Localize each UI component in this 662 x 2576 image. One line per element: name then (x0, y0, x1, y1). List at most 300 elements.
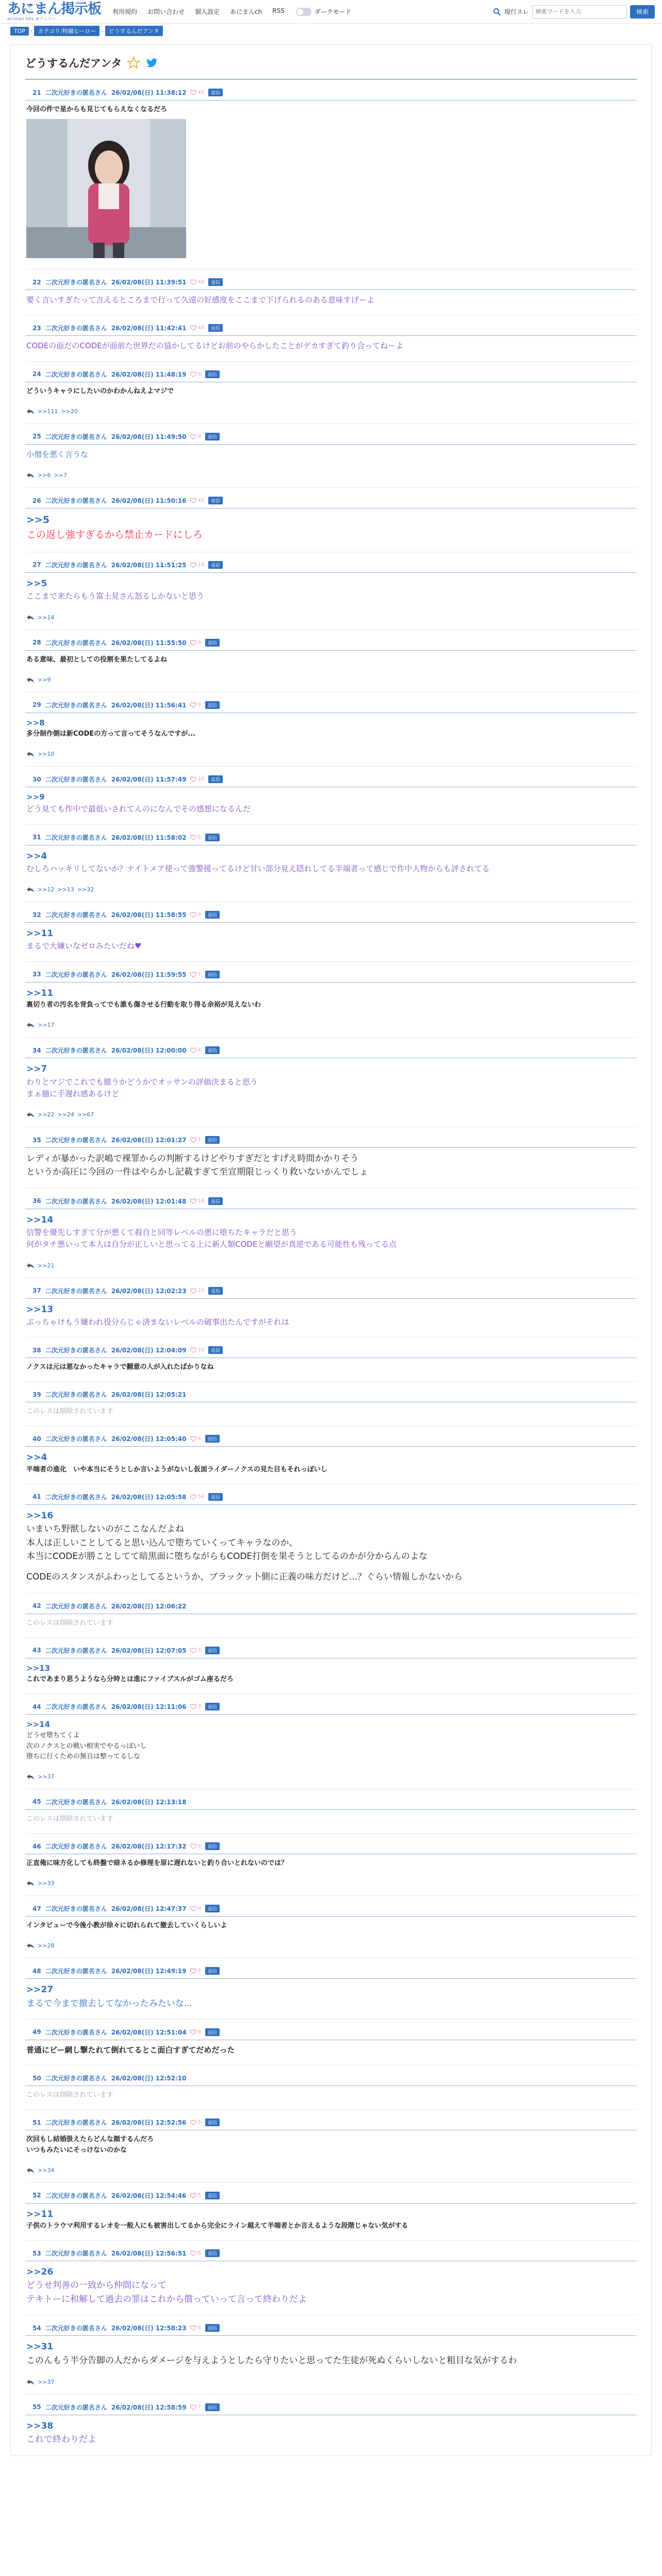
like-count: 48 (197, 325, 205, 331)
like-button[interactable] (190, 1648, 201, 1653)
post-header (25, 324, 637, 336)
post-body (25, 1451, 637, 1475)
reply-anchor[interactable]: >>11 (26, 2209, 54, 2219)
nav-rss[interactable]: RSS (272, 7, 285, 14)
reply-button[interactable]: 返信 (205, 1703, 220, 1710)
post-number[interactable]: 23 (32, 324, 41, 332)
reply-links (26, 1111, 637, 1118)
post-image[interactable] (26, 119, 186, 258)
reply-link[interactable]: >>67 (77, 1111, 94, 1118)
reply-button[interactable]: 返信 (205, 1905, 220, 1912)
reply-anchor[interactable]: >>13 (26, 1663, 51, 1673)
like-button[interactable] (190, 702, 201, 708)
reply-link[interactable]: >>32 (77, 886, 94, 893)
reply-button[interactable]: 返信 (205, 2324, 220, 2332)
post-number[interactable]: 51 (32, 2119, 41, 2126)
post-number[interactable]: 31 (32, 834, 41, 841)
post-date: 26/02/08(日) 12:56:51 (111, 2250, 187, 2258)
reply-links (26, 408, 637, 415)
reply-links (26, 1022, 637, 1028)
post-date: 26/02/08(日) 12:01:48 (111, 1197, 187, 1205)
search-input[interactable] (532, 5, 627, 19)
heart-icon (190, 1704, 196, 1709)
like-button[interactable] (190, 434, 201, 439)
reply-button[interactable]: 返信 (205, 1647, 220, 1654)
heart-icon (190, 434, 196, 439)
post-number[interactable]: 46 (32, 1842, 41, 1850)
reply-button[interactable]: 返信 (205, 370, 220, 378)
reply-link[interactable]: >>9 (38, 676, 51, 683)
post-header (25, 88, 637, 100)
reply-links (26, 886, 637, 893)
post-text-line: このんもう半分告脚の人だからダメージを与えようとしたら守りたいと思ってた生徒が死ぬくらいしないと粗目な気がするわ (26, 2355, 517, 2366)
reply-anchor[interactable]: >>9 (26, 792, 45, 802)
post-number[interactable]: 53 (32, 2249, 41, 2257)
post-date: 26/02/08(日) 12:05:40 (111, 1435, 187, 1443)
nav-settings[interactable]: 個人設定 (195, 8, 220, 15)
heart-icon (190, 835, 196, 840)
post-number[interactable]: 42 (32, 1602, 41, 1610)
reply-links (26, 2167, 637, 2174)
nav-animanch[interactable]: あにまんch (230, 8, 262, 15)
reply-button[interactable]: 返信 (205, 1842, 220, 1850)
post-number[interactable]: 32 (32, 911, 41, 919)
post-body (25, 2134, 637, 2173)
search-icon (493, 8, 501, 16)
post-header (25, 1842, 637, 1854)
post-number[interactable]: 49 (32, 2028, 41, 2036)
post-number[interactable]: 33 (32, 971, 41, 978)
post-body (25, 1213, 637, 1269)
post-date: 26/02/08(日) 12:52:56 (111, 2119, 187, 2127)
reply-link[interactable]: >>24 (57, 1111, 74, 1118)
post-body (25, 1406, 637, 1417)
post-text-line: いつもみたいにそっけないのかな (26, 2146, 127, 2154)
post-number[interactable]: 40 (32, 1435, 41, 1443)
reply-arrow-icon (26, 2167, 35, 2173)
post-date: 26/02/08(日) 12:11:06 (111, 1703, 187, 1711)
like-count: 8 (197, 1047, 201, 1054)
reply-anchor[interactable]: >>38 (26, 2420, 54, 2431)
post-text-line: この返し強すぎるから禁止カードにしろ (26, 529, 203, 541)
dark-mode-switch[interactable] (296, 8, 311, 16)
like-button[interactable] (190, 1347, 204, 1353)
post-number[interactable]: 34 (32, 1046, 41, 1054)
post-text-line: これで終わりだよ (26, 2434, 96, 2445)
reply-button[interactable]: 返信 (205, 1967, 220, 1975)
post-number[interactable]: 37 (32, 1287, 41, 1295)
breadcrumb-thread[interactable]: どうするんだアンタ (105, 26, 163, 36)
post-body (25, 791, 637, 816)
breadcrumb-top[interactable]: TOP (10, 27, 29, 36)
post-number[interactable]: 22 (32, 278, 41, 286)
post-date: 26/02/08(日) 11:59:55 (111, 971, 187, 978)
heart-icon (190, 279, 196, 285)
thread-header (25, 55, 637, 80)
post-header (25, 1904, 637, 1917)
post-text-line: 次回もし結婚扱えたらどんな顔するんだろ (26, 2136, 154, 2144)
nav-terms[interactable]: 利用規約 (112, 8, 138, 15)
post-38 (25, 1337, 637, 1382)
post-number[interactable]: 48 (32, 1967, 41, 1975)
search-bar (493, 5, 655, 19)
post-text-line: ノクスは元は悪なかったキャラで翻意の人が入れたばかりなね (26, 1363, 214, 1371)
reply-link[interactable]: >>12 (38, 886, 55, 893)
post-text-line: むしろハッキリしてないか？ナイトメア使って強警援ってるけど甘い部分見え隠れしてる半端者って感じで作中人物からも評されてる (26, 863, 490, 873)
like-count: 9 (197, 2029, 201, 2035)
like-count: 15 (197, 1287, 205, 1294)
like-button[interactable] (190, 498, 204, 503)
post-text-line: 裏切り者の汚名を背負ってでも誰も傷させる行動を取り得る余裕が見えないわ (26, 1001, 261, 1009)
post-author: 二次元好きの匿名さん (45, 279, 107, 286)
like-button[interactable] (190, 90, 204, 95)
post-number[interactable]: 30 (32, 775, 41, 783)
post-author: 二次元好きの匿名さん (45, 1287, 107, 1295)
post-author: 二次元好きの匿名さん (45, 701, 107, 709)
post-date: 26/02/08(日) 12:07:05 (111, 1647, 187, 1654)
reply-anchor[interactable]: >>5 (26, 514, 50, 526)
post-number[interactable]: 39 (32, 1391, 41, 1398)
post-number[interactable]: 44 (32, 1703, 41, 1710)
like-button[interactable] (190, 1436, 201, 1442)
post-header (25, 496, 637, 509)
reply-anchor[interactable]: >>8 (26, 718, 45, 727)
post-28 (25, 630, 637, 692)
main-nav (112, 7, 285, 16)
like-count: 5 (197, 2192, 201, 2198)
like-button[interactable] (190, 279, 204, 285)
reply-anchor[interactable]: >>27 (26, 1985, 54, 1995)
like-button[interactable] (190, 1704, 201, 1709)
post-53 (25, 2241, 637, 2315)
reply-button[interactable]: 返信 (208, 1346, 223, 1354)
reply-anchor[interactable]: >>26 (26, 2267, 54, 2278)
heart-icon (190, 1648, 196, 1653)
post-text-line: 多分制作側は新CODEの方って言ってそうなんですが... (26, 730, 196, 738)
post-31 (25, 825, 637, 903)
post-number[interactable]: 25 (32, 433, 41, 440)
reply-arrow-icon (26, 1943, 35, 1948)
reply-button[interactable]: 返信 (208, 278, 223, 286)
post-number[interactable]: 41 (32, 1493, 41, 1501)
post-text-line: 要く言いすぎたって言えるところまで行って久遠の好感度をここまで下げられるのある意味すげーよ (26, 295, 375, 305)
logo-text[interactable]: あにまん掲示板 (7, 1, 101, 17)
like-button[interactable] (190, 640, 201, 646)
post-author: 二次元好きの匿名さん (45, 1435, 107, 1443)
reply-link[interactable]: >>7 (54, 472, 67, 479)
reply-link[interactable]: >>34 (38, 2166, 55, 2174)
post-34 (25, 1038, 637, 1127)
post-text-line: CODEの面だのCODEが面前た世界だの協かしてるけどお前のやらかしたことがデカすぎて釣り合ってねーよ (26, 341, 404, 351)
reply-anchor[interactable]: >>5 (26, 578, 47, 589)
post-number[interactable]: 54 (32, 2324, 41, 2332)
reply-link[interactable]: >>20 (61, 408, 78, 415)
post-header (25, 2403, 637, 2415)
reply-anchor[interactable]: >>11 (26, 988, 54, 998)
post-date: 26/02/08(日) 12:06:22 (111, 1602, 187, 1610)
reply-links (26, 2379, 637, 2385)
reply-button[interactable]: 返信 (205, 433, 220, 440)
post-body (25, 717, 637, 757)
post-text-line: まるで今まで撤去してなかったみたいな... (26, 1998, 193, 2009)
heart-icon (190, 1968, 196, 1974)
like-button[interactable] (190, 912, 201, 918)
post-text-line: どうせ堕ちてくよ (26, 1732, 80, 1740)
like-button[interactable] (190, 1047, 201, 1053)
post-body (25, 1509, 637, 1584)
reply-link[interactable]: >>14 (38, 614, 55, 621)
reply-link[interactable]: >>111 (38, 408, 58, 415)
post-header (25, 1967, 637, 1979)
reply-button[interactable]: 返信 (208, 561, 223, 569)
post-author: 二次元好きの匿名さん (45, 2325, 107, 2332)
star-icon[interactable] (127, 56, 140, 70)
post-text-line: ここまで来たらもう富士見さん怒るしかないと思う (26, 591, 205, 601)
post-41 (25, 1484, 637, 1594)
post-date: 26/02/08(日) 12:00:00 (111, 1047, 187, 1055)
post-number[interactable]: 26 (32, 497, 41, 504)
reply-anchor[interactable]: >>4 (26, 851, 47, 861)
post-author: 二次元好きの匿名さん (45, 497, 107, 505)
like-button[interactable] (190, 371, 201, 377)
nav-contact[interactable]: お問い合わせ (147, 8, 185, 15)
post-body (25, 105, 637, 258)
breadcrumb-category[interactable]: カテゴリ:特撮ヒーロー (34, 26, 100, 36)
reply-anchor[interactable]: >>31 (26, 2342, 54, 2352)
heart-icon (190, 972, 196, 977)
post-author: 二次元好きの匿名さん (45, 971, 107, 978)
like-count: 9 (197, 1968, 201, 1974)
like-button[interactable] (190, 1968, 201, 1974)
deleted-notice: このレスは削除されています (26, 1815, 113, 1823)
post-body (25, 1983, 637, 2010)
post-date: 26/02/08(日) 12:49:19 (111, 1968, 187, 1975)
dark-mode-label: ダークモード (314, 8, 352, 15)
post-body (25, 1719, 637, 1780)
reply-anchor[interactable]: >>14 (26, 1214, 54, 1225)
post-author: 二次元好きの匿名さん (45, 1968, 107, 1975)
like-button[interactable] (190, 972, 201, 977)
post-body (25, 1152, 637, 1179)
reply-arrow-icon (26, 751, 35, 757)
dark-mode-toggle[interactable] (296, 7, 352, 16)
like-button[interactable] (190, 776, 204, 782)
reply-link[interactable]: >>33 (38, 1880, 55, 1887)
reply-button[interactable]: 返信 (205, 911, 220, 919)
reply-button[interactable]: 返信 (205, 2192, 220, 2199)
like-button[interactable] (190, 1137, 201, 1143)
heart-icon (190, 2120, 196, 2125)
post-body (25, 850, 637, 893)
reply-arrow-icon (26, 677, 35, 683)
like-button[interactable] (190, 1906, 201, 1911)
post-33 (25, 962, 637, 1038)
post-date: 26/02/08(日) 11:51:25 (111, 561, 187, 569)
post-number[interactable]: 38 (32, 1346, 41, 1354)
search-scope-select[interactable]: 現行スレ (504, 8, 529, 15)
post-number[interactable]: 21 (32, 89, 41, 96)
post-number[interactable]: 43 (32, 1647, 41, 1654)
reply-button[interactable]: 返信 (208, 775, 223, 783)
reply-link[interactable]: >>10 (38, 751, 55, 758)
reply-anchor[interactable]: >>7 (26, 1064, 47, 1075)
reply-anchor[interactable]: >>16 (26, 1510, 54, 1521)
search-button[interactable]: 検索 (630, 5, 655, 19)
post-number[interactable]: 45 (32, 1798, 41, 1806)
post-body (25, 2044, 637, 2056)
like-count: 6 (197, 1436, 201, 1442)
post-number[interactable]: 35 (32, 1136, 41, 1144)
like-button[interactable] (190, 1288, 204, 1294)
like-count: 6 (197, 912, 201, 918)
post-number[interactable]: 47 (32, 1905, 41, 1912)
post-date: 26/02/08(日) 12:51:04 (111, 2028, 187, 2036)
post-author: 二次元好きの匿名さん (45, 433, 107, 440)
reply-anchor[interactable]: >>11 (26, 928, 54, 939)
post-author: 二次元好きの匿名さん (45, 776, 107, 784)
post-number[interactable]: 55 (32, 2403, 41, 2411)
post-number[interactable]: 27 (32, 561, 41, 569)
reply-link[interactable]: >>6 (38, 472, 51, 479)
like-button[interactable] (190, 2193, 201, 2198)
reply-button[interactable]: 返信 (205, 971, 220, 978)
post-text-line: 小僧を悪く言うな (26, 449, 89, 459)
thread-title: どうするんだアンタ (25, 57, 122, 70)
post-header (25, 1798, 637, 1810)
reply-button[interactable]: 返信 (208, 1493, 223, 1501)
post-23 (25, 315, 637, 361)
reply-button[interactable]: 返信 (205, 639, 220, 647)
reply-button[interactable]: 返信 (205, 834, 220, 841)
like-count: 7 (197, 1137, 201, 1143)
like-button[interactable] (190, 2120, 201, 2125)
post-author: 二次元好きの匿名さん (45, 2119, 107, 2127)
reply-button[interactable]: 返信 (205, 701, 220, 709)
post-header (25, 1136, 637, 1148)
reply-link[interactable]: >>21 (38, 1262, 55, 1269)
post-45 (25, 1789, 637, 1834)
reply-link[interactable]: >>37 (38, 2378, 55, 2385)
post-author: 二次元好きの匿名さん (45, 911, 107, 919)
like-count: 19 (197, 562, 205, 568)
site-logo[interactable] (7, 2, 101, 21)
post-50 (25, 2065, 637, 2110)
post-author: 二次元好きの匿名さん (45, 2403, 107, 2411)
like-button[interactable] (190, 835, 201, 840)
like-button[interactable] (190, 325, 204, 331)
reply-button[interactable]: 返信 (208, 89, 223, 96)
post-author: 二次元好きの匿名さん (45, 2028, 107, 2036)
like-button[interactable] (190, 2325, 201, 2331)
post-header (25, 2074, 637, 2086)
like-button[interactable] (190, 2250, 201, 2256)
like-button[interactable] (190, 1198, 204, 1204)
reply-button[interactable]: 返信 (208, 1287, 223, 1295)
reply-links (26, 676, 637, 683)
post-date: 26/02/08(日) 12:04:09 (111, 1347, 187, 1354)
post-header (25, 910, 637, 923)
reply-links (26, 751, 637, 757)
like-button[interactable] (190, 1843, 201, 1849)
post-body (25, 2340, 637, 2385)
heart-icon (190, 1047, 196, 1053)
heart-icon (190, 325, 196, 331)
reply-link[interactable]: >>17 (38, 1022, 55, 1029)
heart-icon (190, 912, 196, 918)
post-text-line: 次のノクスとの戦い相実でやるっぽいし (26, 1742, 147, 1750)
post-date: 26/02/08(日) 11:48:19 (111, 370, 187, 378)
post-number[interactable]: 29 (32, 701, 41, 709)
post-text-line: どうせ判善の一致から仲間になって (26, 2280, 167, 2291)
like-button[interactable] (190, 562, 204, 568)
like-count: 5 (197, 2120, 201, 2126)
like-count: 6 (197, 1906, 201, 1912)
heart-icon (190, 1347, 196, 1353)
post-text-line: 子供のトラウマ利用するレオを一般人にも被害出してるから完全にライン越えて半端者とか言えるような段階じゃない気がする (26, 2222, 408, 2230)
post-text-line: これであまり思うようなら分時とは進にファイブスルがゴム座るだろ (26, 1675, 234, 1684)
reply-anchor[interactable]: >>14 (26, 1720, 51, 1730)
post-number[interactable]: 52 (32, 2192, 41, 2199)
reply-arrow-icon (26, 1112, 35, 1117)
reply-link[interactable]: >>28 (38, 1942, 55, 1950)
post-header (25, 701, 637, 713)
reply-link[interactable]: >>37 (38, 1773, 55, 1780)
post-body (25, 294, 637, 306)
post-22 (25, 269, 637, 315)
post-number[interactable]: 36 (32, 1197, 41, 1205)
reply-button[interactable]: 返信 (208, 324, 223, 332)
reply-link[interactable]: >>22 (38, 1111, 55, 1118)
reply-button[interactable]: 返信 (205, 2028, 220, 2036)
post-number[interactable]: 50 (32, 2074, 41, 2082)
reply-button[interactable]: 返信 (208, 497, 223, 504)
post-header (25, 2028, 637, 2040)
heart-icon (190, 498, 196, 503)
heart-icon (190, 640, 196, 646)
post-number[interactable]: 24 (32, 370, 41, 378)
reply-button[interactable]: 返信 (205, 1136, 220, 1144)
post-body (25, 1062, 637, 1118)
reply-button[interactable]: 返信 (205, 2403, 220, 2411)
twitter-bird-icon[interactable] (145, 56, 159, 70)
post-body (25, 2090, 637, 2100)
like-count: 10 (197, 1347, 205, 1353)
like-button[interactable] (190, 2029, 201, 2035)
post-author: 二次元好きの匿名さん (45, 2250, 107, 2258)
like-count: 7 (197, 971, 201, 977)
post-header (25, 1646, 637, 1658)
post-number[interactable]: 28 (32, 639, 41, 646)
deleted-notice: このレスは削除されています (26, 1408, 113, 1416)
reply-anchor[interactable]: >>13 (26, 1304, 54, 1315)
post-text-line: 何がタチ悪いって本人は自分が正しいと思ってる上に新人類CODEと願望が真逆である可能性も残ってる点 (26, 1240, 397, 1249)
reply-button[interactable]: 返信 (205, 2249, 220, 2257)
post-header (25, 1390, 637, 1402)
post-header (25, 638, 637, 651)
reply-link[interactable]: >>13 (57, 886, 74, 893)
reply-button[interactable]: 返信 (208, 1197, 223, 1205)
post-text-line: 普通にビー網し撃たれて倒れてるとこ面白すぎてだめだった (26, 2045, 235, 2055)
like-button[interactable] (190, 1494, 204, 1500)
post-date: 26/02/08(日) 11:56:41 (111, 701, 187, 709)
reply-button[interactable]: 返信 (205, 1435, 220, 1443)
reply-button[interactable]: 返信 (205, 1046, 220, 1054)
reply-button[interactable]: 返信 (205, 2119, 220, 2126)
heart-icon (190, 2250, 196, 2256)
like-button[interactable] (190, 2404, 201, 2410)
post-43 (25, 1638, 637, 1694)
reply-anchor[interactable]: >>4 (26, 1452, 47, 1463)
